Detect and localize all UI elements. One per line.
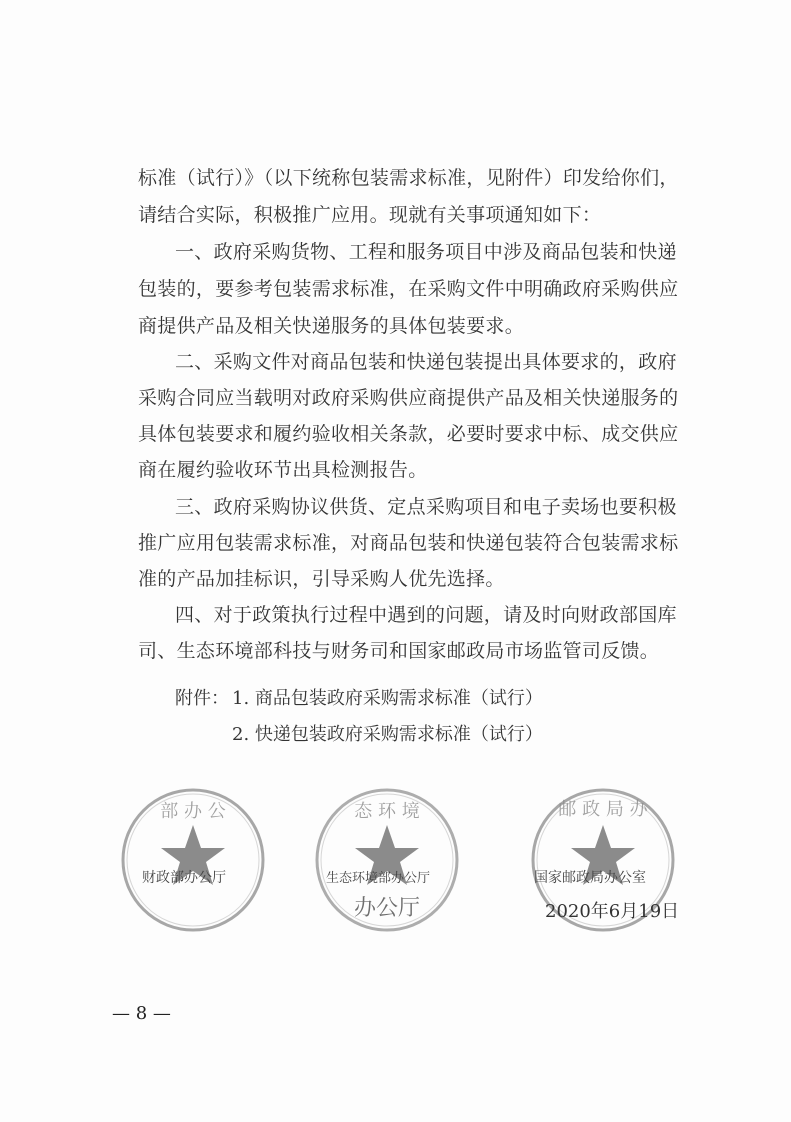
body-line-11: 推广应用包装需求标准，对商品包装和快递包装符合包装需求标	[138, 532, 679, 554]
seal-finance	[118, 785, 268, 935]
body-line-4: 包装的，要参考包装需求标准，在采购文件中明确政府采购供应	[138, 278, 679, 300]
body-line-6: 二、采购文件对商品包装和快递包装提出具体要求的，政府	[175, 351, 677, 373]
body-line-14: 司、生态环境部科技与财务司和国家邮政局市场监管司反馈。	[138, 640, 660, 662]
page-number: — 8 —	[112, 1003, 171, 1024]
body-line-1: 标准（试行）》（以下统称包装需求标准，见附件）印发给你们，	[138, 167, 679, 189]
body-line-9: 商在履约验收环节出具检测报告。	[138, 459, 428, 481]
body-line-13: 四、对于政策执行过程中遇到的问题，请及时向财政部国库	[175, 604, 677, 626]
seal-ecology	[312, 785, 462, 935]
body-line-7: 采购合同应当载明对政府采购供应商提供产品及相关快递服务的	[138, 387, 679, 409]
document-date: 2020年6月19日	[545, 901, 680, 922]
attachments-label: 附件：	[175, 688, 229, 709]
svg-text:部 办 公: 部 办 公	[160, 801, 226, 822]
seal-ecology-label: 生态环境部办公厅	[326, 871, 431, 886]
body-line-2: 请结合实际，积极推广应用。现就有关事项通知如下：	[138, 204, 602, 226]
seal-finance-graphic	[118, 785, 268, 935]
svg-text:态 环 境: 态 环 境	[354, 801, 420, 822]
body-line-8: 具体包装要求和履约验收相关条款，必要时要求中标、成交供应	[138, 423, 679, 445]
seal-post-label: 国家邮政局办公室	[534, 870, 646, 886]
seal-finance-label: 财政部办公厅	[142, 870, 226, 886]
attachment-item-1: 1. 商品包装政府采购需求标准（试行）	[232, 688, 543, 709]
attachment-item-2: 2. 快递包装政府采购需求标准（试行）	[232, 724, 543, 745]
body-line-3: 一、政府采购货物、工程和服务项目中涉及商品包装和快递	[175, 241, 677, 263]
body-line-10: 三、政府采购协议供货、定点采购项目和电子卖场也要积极	[175, 496, 677, 518]
body-line-5: 商提供产品及相关快递服务的具体包装要求。	[138, 315, 525, 337]
svg-text:邮 政 局 办: 邮 政 局 办	[558, 799, 648, 820]
svg-text:办公厅: 办公厅	[353, 896, 421, 921]
body-line-12: 准的产品加挂标识，引导采购人优先选择。	[138, 568, 505, 590]
seal-ecology-graphic	[312, 785, 462, 935]
